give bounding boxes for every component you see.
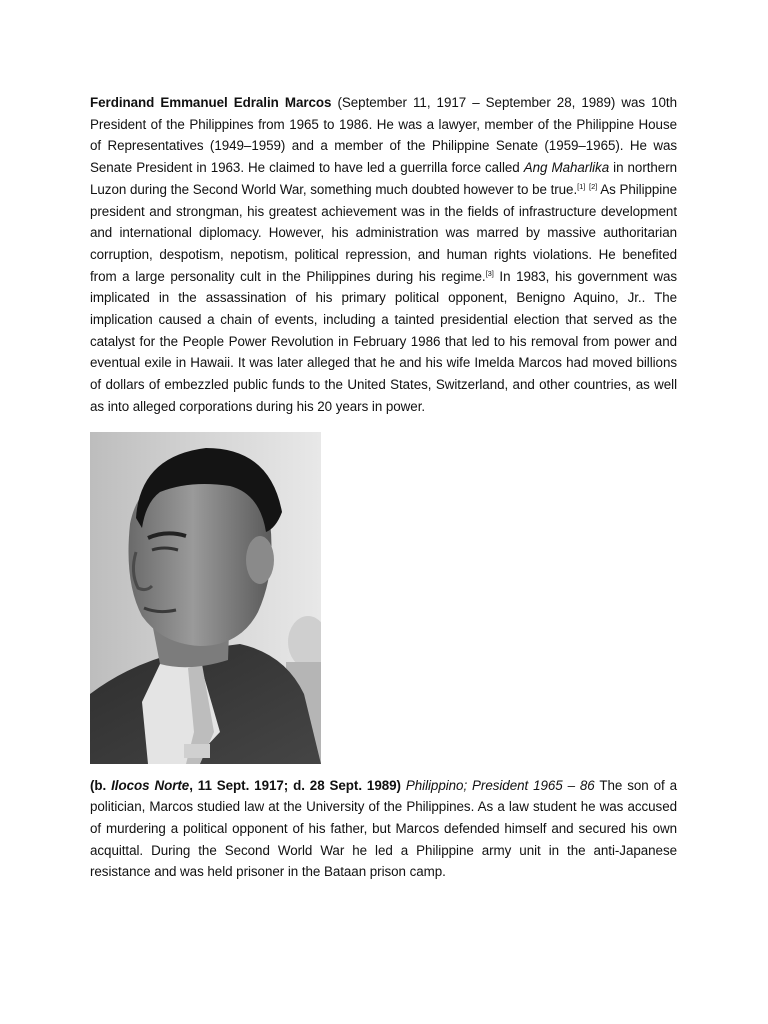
reference-3-link[interactable]: [3]	[485, 268, 494, 278]
document-page	[90, 92, 677, 883]
nationality-role: Philippino; President 1965 – 86	[405, 777, 595, 793]
life-dates: , 11 Sept. 1917; d. 28 Sept. 1989)	[189, 777, 401, 793]
intro-paragraph	[90, 92, 677, 418]
subject-name: Ferdinand Emmanuel Edralin Marcos	[90, 95, 332, 110]
birthplace: Ilocos Norte	[111, 777, 190, 793]
bio-lead	[90, 778, 401, 793]
portrait-photo	[90, 432, 321, 764]
guerrilla-force-name: Ang Maharlika	[523, 160, 610, 176]
intro-text-2: in northern Luzon during the Second World War, something much doubted however to be true.	[90, 160, 677, 197]
portrait-image	[90, 432, 321, 764]
biography-paragraph	[90, 775, 677, 884]
intro-text-1: (September 11, 1917 – September 28, 1989) was 10th President of the Philippines from 1965 to 1986. He was a lawyer, member of the Philippine House of Representatives (1949–1959) and a member of the Philippine Senate (1959–1965). He was Senate President in 1963. He claimed to have led a guerrilla force called	[90, 95, 677, 176]
intro-text-3: As Philippine president and strongman, his greatest achievement was in the fields of infrastructure development and international diplomacy. However, his administration was marred by massive authoritarian corruption, despotism, nepotism, political repression, and human rights violations. He benefited from a large personality cult in the Philippines during his regime.	[90, 181, 678, 284]
bio-open: (b.	[90, 777, 112, 793]
intro-text-4: In 1983, his government was implicated in the assassination of his primary political opponent, Benigno Aquino, Jr.. The implication caused a chain of events, including a tainted presidential election that served as the catalyst for the People Power Revolution in February 1986 that led to his removal from power and eventual exile in Hawaii. It was later alleged that he and his wife Imelda Marcos had moved billions of dollars of embezzled public funds to the United States, Switzerland, and other countries, as well as into alleged corporations during his 20 years in power.	[90, 268, 677, 414]
reference-1-link[interactable]: [1]	[577, 181, 586, 191]
bio-text: The son of a politician, Marcos studied law at the University of the Philippines. As a law student he was accused of murdering a political opponent of his father, but Marcos defended himself and secured his own acquittal. During the Second World War he led a Philippine army unit in the anti-Japanese resistance and was held prisoner in the Bataan prison camp.	[90, 777, 677, 880]
reference-2-link[interactable]: [2]	[589, 181, 598, 191]
